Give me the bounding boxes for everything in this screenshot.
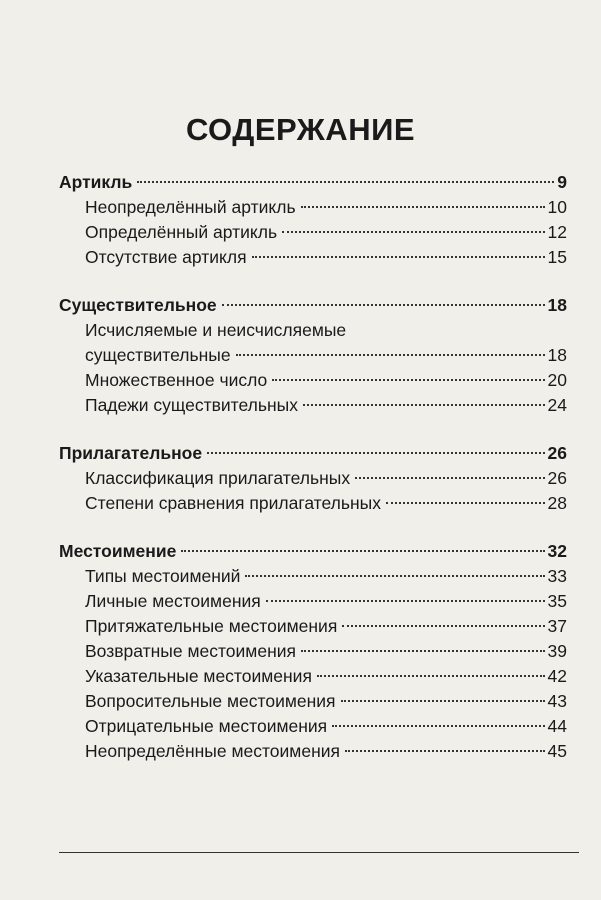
page-number: 20	[547, 370, 567, 390]
dot-leader	[252, 256, 545, 258]
toc-entry-text-line1[interactable]: Исчисляемые и неисчисляемые	[85, 320, 347, 340]
toc-section-adjective	[59, 441, 567, 516]
toc-heading-article[interactable]	[59, 170, 567, 195]
toc-entry[interactable]	[59, 564, 567, 589]
toc-entry-text: Личные местоимения	[85, 591, 261, 611]
dot-leader	[332, 725, 544, 727]
page-number: 18	[547, 295, 567, 315]
toc-entry-text: Типы местоимений	[85, 566, 241, 586]
page-number: 45	[547, 741, 567, 761]
toc-entry[interactable]	[59, 639, 567, 664]
toc-entry[interactable]	[59, 614, 567, 639]
toc-heading-text: Артикль	[59, 172, 133, 192]
page-number: 43	[547, 691, 567, 711]
toc-entry-text: Степени сравнения прилагательных	[85, 493, 381, 513]
page-number: 42	[547, 666, 567, 686]
dot-leader	[245, 575, 544, 577]
page-number: 26	[547, 468, 567, 488]
dot-leader	[341, 700, 545, 702]
page-number: 37	[547, 616, 567, 636]
page-number: 44	[547, 716, 567, 736]
table-of-contents	[59, 170, 567, 787]
dot-leader	[282, 231, 544, 233]
page-number: 28	[547, 493, 567, 513]
toc-heading-text: Существительное	[59, 295, 217, 315]
toc-entry-text: Отрицательные местоимения	[85, 716, 328, 736]
toc-entry[interactable]	[59, 589, 567, 614]
toc-section-noun	[59, 293, 567, 418]
toc-heading-adjective[interactable]	[59, 441, 567, 466]
page-number: 33	[547, 566, 567, 586]
toc-entry[interactable]	[59, 245, 567, 270]
toc-entry[interactable]	[59, 466, 567, 491]
dot-leader	[355, 477, 544, 479]
toc-section-article	[59, 170, 567, 270]
toc-entry-text: Притяжательные местоимения	[85, 616, 338, 636]
dot-leader	[303, 404, 545, 406]
toc-entry[interactable]	[59, 220, 567, 245]
toc-entry-text: Неопределённый артикль	[85, 197, 296, 217]
page-number: 15	[547, 247, 567, 267]
toc-entry-text: Определённый артикль	[85, 222, 278, 242]
dot-leader	[207, 452, 544, 454]
toc-entry[interactable]	[59, 393, 567, 418]
toc-section-pronoun	[59, 539, 567, 764]
toc-entry[interactable]	[59, 343, 567, 368]
toc-entry-text: Отсутствие артикля	[85, 247, 247, 267]
dot-leader	[301, 650, 545, 652]
page-number: 26	[547, 443, 567, 463]
toc-entry-text: Классификация прилагательных	[85, 468, 351, 488]
page-number: 24	[547, 395, 567, 415]
toc-entry-text: Множественное число	[85, 370, 268, 390]
toc-entry[interactable]	[59, 195, 567, 220]
toc-entry[interactable]	[59, 689, 567, 714]
dot-leader	[181, 550, 544, 552]
dot-leader	[236, 354, 545, 356]
dot-leader	[266, 600, 545, 602]
toc-heading-noun[interactable]	[59, 293, 567, 318]
dot-leader	[137, 181, 554, 183]
toc-entry[interactable]	[59, 714, 567, 739]
toc-entry-text: Вопросительные местоимения	[85, 691, 336, 711]
footer-rule	[59, 852, 579, 853]
toc-entry[interactable]	[59, 739, 567, 764]
toc-entry-text: Падежи существительных	[85, 395, 298, 415]
toc-entry[interactable]	[59, 491, 567, 516]
toc-entry-text: Возвратные местоимения	[85, 641, 296, 661]
page-number: 9	[557, 172, 567, 192]
dot-leader	[317, 675, 545, 677]
page-title: СОДЕРЖАНИЕ	[185, 112, 416, 147]
dot-leader	[301, 206, 545, 208]
page-number: 32	[547, 541, 567, 561]
page-number: 35	[547, 591, 567, 611]
dot-leader	[386, 502, 545, 504]
page-number: 39	[547, 641, 567, 661]
toc-entry[interactable]	[59, 664, 567, 689]
page-number: 10	[547, 197, 567, 217]
toc-entry-text: Неопределённые местоимения	[85, 741, 340, 761]
toc-entry-text: существительные	[85, 345, 231, 365]
toc-entry[interactable]	[59, 368, 567, 393]
dot-leader	[342, 625, 544, 627]
dot-leader	[272, 379, 544, 381]
toc-heading-text: Местоимение	[59, 541, 177, 561]
dot-leader	[345, 750, 545, 752]
dot-leader	[222, 304, 545, 306]
toc-heading-text: Прилагательное	[59, 443, 203, 463]
page-number: 18	[547, 345, 567, 365]
toc-entry-text: Указательные местоимения	[85, 666, 312, 686]
page-number: 12	[547, 222, 567, 242]
toc-heading-pronoun[interactable]	[59, 539, 567, 564]
